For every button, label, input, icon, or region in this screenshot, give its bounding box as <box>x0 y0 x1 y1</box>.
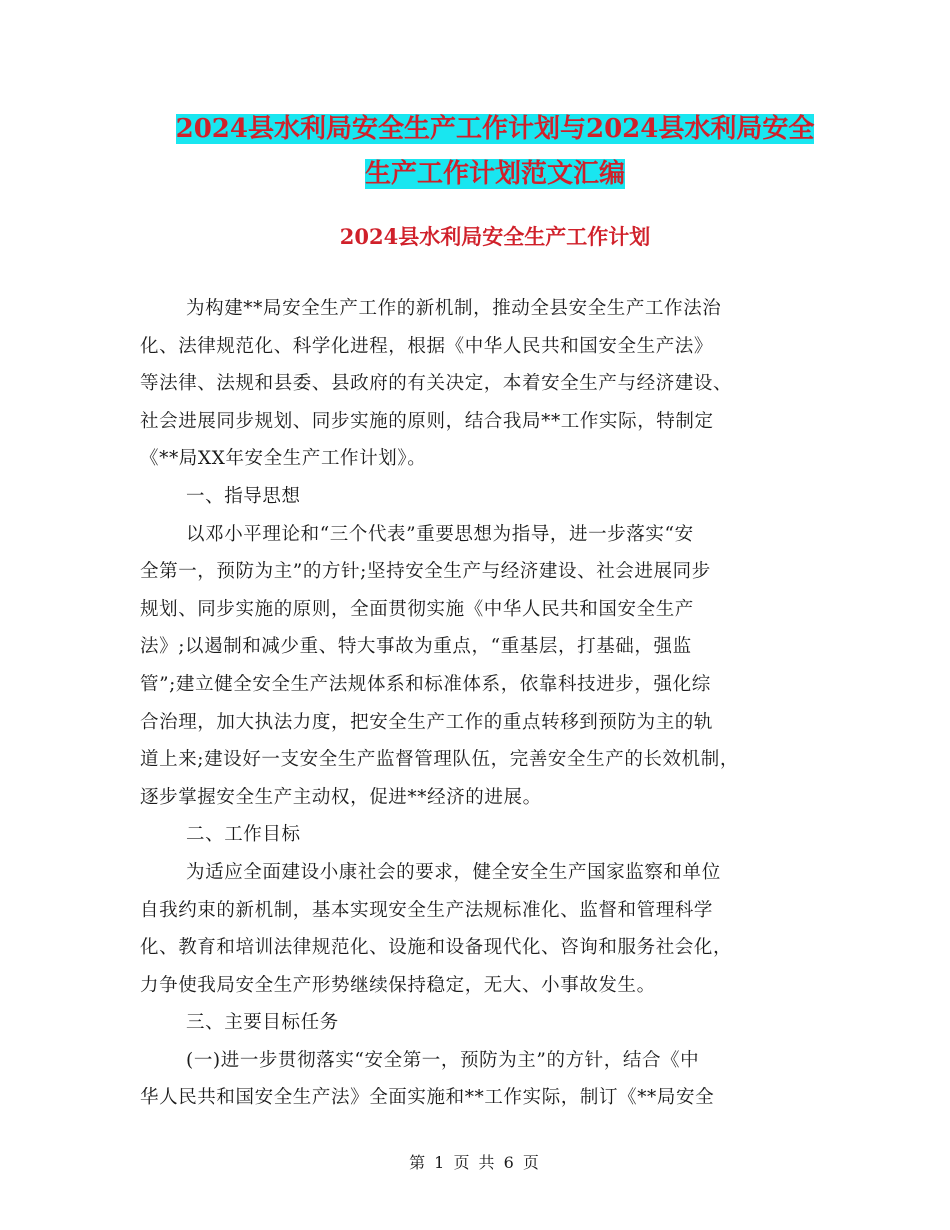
paragraph-line: 规划、同步实施的原则，全面贯彻实施《中华人民共和国安全生产 <box>140 598 694 620</box>
paragraph-line: 管”;建立健全安全生产法规体系和标准体系，依靠科技进步，强化综 <box>140 673 711 695</box>
section-heading: 三、主要目标任务 <box>186 1012 339 1034</box>
paragraph-line: 合治理，加大执法力度，把安全生产工作的重点转移到预防为主的轨 <box>140 711 714 733</box>
page-footer: 第 1 页 共 6 页 <box>409 1153 541 1172</box>
paragraph-line: 法》;以遏制和减少重、特大事故为重点，“重基层，打基础，强监 <box>140 636 692 658</box>
section-subtitle: 2024县水利局安全生产工作计划 <box>339 224 651 249</box>
paragraph-line: 化、法律规范化、科学化进程，根据《中华人民共和国安全生产法》 <box>140 335 714 357</box>
paragraph-line: 力争使我局安全生产形势继续保持稳定，无大、小事故发生。 <box>140 974 656 996</box>
paragraph-line: 自我约束的新机制，基本实现安全生产法规标准化、监督和管理科学 <box>140 899 714 921</box>
paragraph-line: 以邓小平理论和“三个代表”重要思想为指导，进一步落实“安 <box>186 523 694 545</box>
paragraph-line: (一)进一步贯彻落实“安全第一，预防为主”的方针，结合《中 <box>186 1049 700 1071</box>
title-highlight-2: 生产工作计划范文汇编 <box>364 159 625 189</box>
paragraph-line: 道上来;建设好一支安全生产监督管理队伍，完善安全生产的长效机制， <box>140 749 739 771</box>
section-heading: 二、工作目标 <box>186 824 301 846</box>
paragraph-line: 逐步掌握安全生产主动权，促进**经济的进展。 <box>140 786 542 808</box>
paragraph-line: 化、教育和培训法律规范化、设施和设备现代化、咨询和服务社会化， <box>140 937 733 959</box>
document-body <box>140 290 820 1117</box>
paragraph-line: 为适应全面建设小康社会的要求，健全安全生产国家监察和单位 <box>186 861 721 883</box>
section-heading: 一、指导思想 <box>186 485 301 507</box>
document-title-line-1 <box>140 108 850 150</box>
paragraph-line: 等法律、法规和县委、县政府的有关决定，本着安全生产与经济建设、 <box>140 373 733 395</box>
paragraph-line: 华人民共和国安全生产法》全面实施和**工作实际，制订《**局安全 <box>140 1087 715 1109</box>
title-highlight-1: 2024县水利局安全生产工作计划与2024县水利局安全 <box>175 114 815 144</box>
paragraph-line: 《**局XX年安全生产工作计划》。 <box>140 448 427 470</box>
document-title-line-2 <box>140 153 850 195</box>
paragraph-line: 全第一，预防为主”的方针;坚持安全生产与经济建设、社会进展同步 <box>140 561 711 583</box>
paragraph-line: 社会进展同步规划、同步实施的原则，结合我局**工作实际，特制定 <box>140 410 714 432</box>
paragraph-line: 为构建**局安全生产工作的新机制，推动全县安全生产工作法治 <box>186 298 722 319</box>
